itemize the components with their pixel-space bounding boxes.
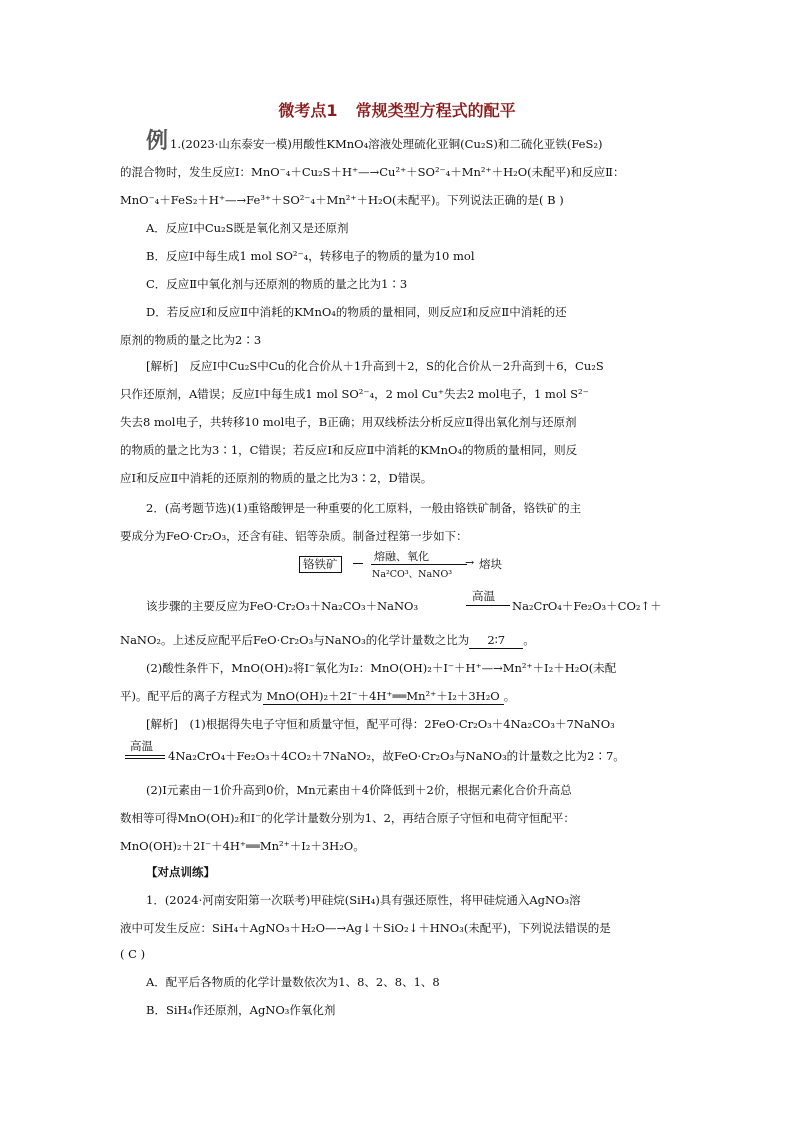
flow-start-box: 铬铁矿 [299, 556, 342, 573]
q1-line1: 1.(2023·山东泰安一模)用酸性KMnO₄溶液处理硫化亚铜(Cu₂S)和二硫化亚铁(FeS₂) [170, 137, 603, 151]
flow-dash [353, 563, 363, 564]
t1-line1: 1．(2024·河南安阳第一次联考)甲硅烷(SiH₄)具有强还原性，将甲硅烷通入AgNO₃溶 [146, 893, 581, 907]
q2-line3 [146, 598, 418, 614]
example-mark: 例 [146, 129, 169, 154]
q1-option-b: B．反应Ⅰ中每生成1 mol SO²⁻₄，转移电子的物质的量为10 mol [146, 249, 475, 263]
t1-option-b: B．SiH₄作还原剂，AgNO₃作氧化剂 [146, 1003, 336, 1017]
flow-end: 熔块 [479, 557, 502, 571]
q2-line4-text: NaNO₂。上述反应配平后FeO·Cr₂O₃与NaNO₃的化学计量数之比为 [120, 633, 470, 647]
flow-arrow-head-icon: → [465, 556, 475, 569]
q2-answer-equation: MnO(OH)₂＋2I⁻＋4H⁺══Mn²⁺＋I₂＋3H₂O [263, 688, 504, 705]
q1-option-d-line1: D．若反应Ⅰ和反应Ⅱ中消耗的KMnO₄的物质的量相同，则反应Ⅰ和反应Ⅱ中消耗的还 [146, 305, 567, 319]
q2-line6-text: 平)。配平后的离子方程式为 [120, 689, 263, 703]
flow-arrow-top-label: 熔融、氧化 [374, 550, 429, 563]
analysis2-line4: 数相等可得MnO(OH)₂和I⁻的化学计量数分别为1、2，再结合原子守恒和电荷守恒配平： [120, 811, 575, 825]
q2-line2: 要成分为FeO·Cr₂O₃，还含有硅、铝等杂质。制备过程第一步如下： [120, 529, 468, 543]
flow-arrow-line [371, 564, 467, 565]
q2-line5: (2)酸性条件下，MnO(OH)₂将I⁻氧化为I₂：MnO(OH)₂＋I⁻＋H⁺—→Mn²⁺＋I₂＋H₂O(未配 [146, 661, 617, 675]
analysis1-line2: 只作还原剂，A错误；反应Ⅰ中每生成1 mol SO²⁻₄，2 mol Cu⁺失去2 mol电子，1 mol S²⁻ [120, 387, 589, 401]
q2-line4 [120, 632, 535, 649]
title-part2: 常规类型方程式的配平 [355, 101, 516, 120]
high-temp-condition: 高温 [472, 589, 495, 603]
q1-line2: 的混合物时，发生反应Ⅰ：MnO⁻₄＋Cu₂S＋H⁺—→Cu²⁺＋SO²⁻₄＋Mn²⁺＋H₂O(未配平)和反应Ⅱ： [120, 165, 625, 179]
q1-option-a: A．反应Ⅰ中Cu₂S既是氧化剂又是还原剂 [146, 221, 349, 235]
q2-line3-lhs: 该步骤的主要反应为FeO·Cr₂O₃＋Na₂CO₃＋NaNO₃ [146, 599, 419, 613]
high-temp-arrow [466, 605, 510, 606]
analysis2-line5: MnO(OH)₂＋2I⁻＋4H⁺══Mn²⁺＋I₂＋3H₂O。 [120, 839, 365, 853]
section-title [0, 98, 794, 121]
analysis2-line3: (2)I元素由－1价升高到0价，Mn元素由＋4价降低到＋2价，根据元素化合价升高总 [146, 783, 572, 797]
t1-line2: 液中可发生反应：SiH₄＋AgNO₃＋H₂O—→Ag↓＋SiO₂↓＋HNO₃(未配平)，下列说法错误的是 [120, 921, 611, 935]
q1-option-d-line2: 原剂的物质的量之比为2∶3 [120, 333, 262, 347]
q2-line6-end: 。 [503, 689, 516, 703]
high-temp-arrow-2b [125, 758, 165, 759]
q2-line4-end: 。 [523, 633, 535, 647]
drill-heading: 【对点训练】 [146, 865, 215, 879]
q2-line6 [120, 688, 515, 705]
analysis2-line2: 4Na₂CrO₄＋Fe₂O₃＋4CO₂＋7NaNO₂，故FeO·Cr₂O₃与NaNO₃的计量数之比为2∶7。 [168, 749, 625, 763]
t1-line3: ( C ) [120, 947, 146, 961]
process-flow [299, 548, 529, 582]
high-temp-condition-2: 高温 [130, 739, 153, 753]
high-temp-arrow-2 [125, 755, 165, 756]
q2-answer-ratio: 2∶7 [469, 632, 523, 649]
t1-option-a: A．配平后各物质的化学计量数依次为1、8、2、8、1、8 [146, 975, 440, 989]
q1-option-c: C．反应Ⅱ中氧化剂与还原剂的物质的量之比为1∶3 [146, 277, 408, 291]
q2-line3-rhs: Na₂CrO₄＋Fe₂O₃＋CO₂↑＋ [512, 599, 662, 613]
title-part1: 微考点1 [278, 101, 338, 120]
analysis1-line3: 失去8 mol电子，共转移10 mol电子，B正确；用双线桥法分析反应Ⅱ得出氧化剂与还原剂 [120, 415, 577, 429]
q2-line1: 2．(高考题节选)(1)重铬酸钾是一种重要的化工原料，一般由铬铁矿制备，铬铁矿的主 [146, 501, 582, 515]
analysis1-line4: 的物质的量之比为3∶1，C错误；若反应Ⅰ和反应Ⅱ中消耗的KMnO₄的物质的量相同，则反 [120, 443, 578, 457]
analysis1-line5: 应Ⅰ和反应Ⅱ中消耗的还原剂的物质的量之比为3∶2，D错误。 [120, 471, 433, 485]
analysis2-line1: [解析] (1)根据得失电子守恒和质量守恒，配平可得：2FeO·Cr₂O₃＋4Na₂CO₃＋7NaNO₃ [146, 717, 615, 731]
analysis1-line1: [解析] 反应Ⅰ中Cu₂S中Cu的化合价从＋1升高到＋2，S的化合价从－2升高到＋6，Cu₂S [146, 359, 604, 373]
flow-arrow-bottom-label: Na²CO³、NaNO³ [372, 569, 453, 580]
q1-line3: MnO⁻₄＋FeS₂＋H⁺—→Fe³⁺＋SO²⁻₄＋Mn²⁺＋H₂O(未配平)。下列说法正确的是( B ) [120, 193, 564, 207]
